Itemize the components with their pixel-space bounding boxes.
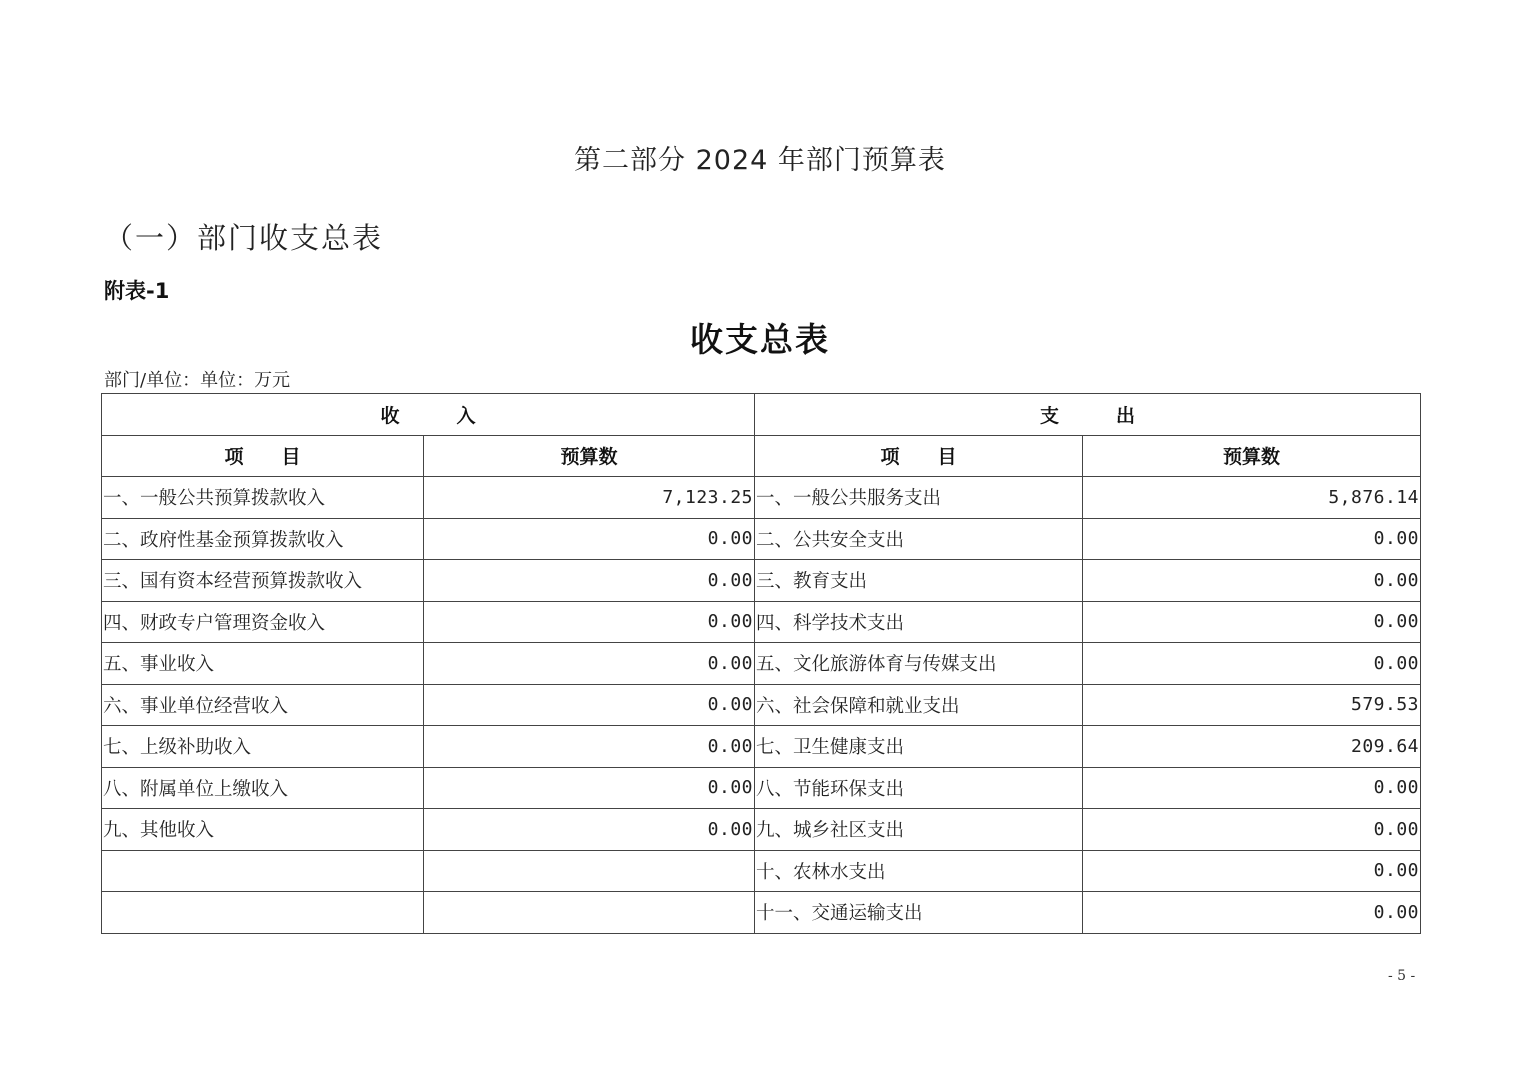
income-value-cell xyxy=(424,892,755,934)
expense-value-cell: 0.00 xyxy=(1083,518,1421,560)
expense-value-cell: 5,876.14 xyxy=(1083,477,1421,519)
income-item-cell: 三、国有资本经营预算拨款收入 xyxy=(102,560,424,602)
expense-item-cell: 三、教育支出 xyxy=(755,560,1083,602)
expense-value-cell: 0.00 xyxy=(1083,601,1421,643)
expense-item-cell: 二、公共安全支出 xyxy=(755,518,1083,560)
expense-value-cell: 0.00 xyxy=(1083,892,1421,934)
expense-item-cell: 十、农林水支出 xyxy=(755,850,1083,892)
income-item-cell: 二、政府性基金预算拨款收入 xyxy=(102,518,424,560)
expense-value-cell: 0.00 xyxy=(1083,809,1421,851)
table-column-header-row xyxy=(102,435,1421,477)
income-item-cell xyxy=(102,850,424,892)
budget-summary-table xyxy=(101,393,1421,934)
part-title: 第二部分 2024 年部门预算表 xyxy=(574,145,946,176)
income-value-cell: 7,123.25 xyxy=(424,477,755,519)
income-item-cell: 四、财政专户管理资金收入 xyxy=(102,601,424,643)
expense-item-cell: 四、科学技术支出 xyxy=(755,601,1083,643)
income-item-cell: 五、事业收入 xyxy=(102,643,424,685)
income-item-column-header: 项 目 xyxy=(102,435,424,477)
table-title: 收支总表 xyxy=(690,320,830,359)
income-value-cell: 0.00 xyxy=(424,518,755,560)
table-row xyxy=(102,850,1421,892)
income-value-cell: 0.00 xyxy=(424,601,755,643)
income-value-cell: 0.00 xyxy=(424,560,755,602)
table-row xyxy=(102,560,1421,602)
expense-group-header: 支 出 xyxy=(755,394,1421,436)
income-item-cell: 七、上级补助收入 xyxy=(102,726,424,768)
income-budget-column-header: 预算数 xyxy=(424,435,755,477)
expense-item-column-header: 项 目 xyxy=(755,435,1083,477)
expense-value-cell: 209.64 xyxy=(1083,726,1421,768)
income-group-header: 收 入 xyxy=(102,394,755,436)
expense-item-cell: 五、文化旅游体育与传媒支出 xyxy=(755,643,1083,685)
table-row xyxy=(102,477,1421,519)
expense-item-cell: 十一、交通运输支出 xyxy=(755,892,1083,934)
table-row xyxy=(102,726,1421,768)
table-row xyxy=(102,809,1421,851)
expense-budget-column-header: 预算数 xyxy=(1083,435,1421,477)
page-number: - 5 - xyxy=(1388,968,1416,984)
income-value-cell: 0.00 xyxy=(424,643,755,685)
table-row xyxy=(102,767,1421,809)
expense-item-cell: 九、城乡社区支出 xyxy=(755,809,1083,851)
income-item-cell xyxy=(102,892,424,934)
income-value-cell: 0.00 xyxy=(424,809,755,851)
table-row xyxy=(102,892,1421,934)
income-item-cell: 一、一般公共预算拨款收入 xyxy=(102,477,424,519)
unit-label: 部门/单位：单位：万元 xyxy=(104,370,291,391)
table-row xyxy=(102,601,1421,643)
income-value-cell xyxy=(424,850,755,892)
table-group-header-row xyxy=(102,394,1421,436)
expense-item-cell: 一、一般公共服务支出 xyxy=(755,477,1083,519)
expense-value-cell: 0.00 xyxy=(1083,850,1421,892)
expense-item-cell: 六、社会保障和就业支出 xyxy=(755,684,1083,726)
income-value-cell: 0.00 xyxy=(424,726,755,768)
income-item-cell: 九、其他收入 xyxy=(102,809,424,851)
expense-value-cell: 0.00 xyxy=(1083,643,1421,685)
income-item-cell: 六、事业单位经营收入 xyxy=(102,684,424,726)
expense-item-cell: 八、节能环保支出 xyxy=(755,767,1083,809)
expense-value-cell: 579.53 xyxy=(1083,684,1421,726)
expense-value-cell: 0.00 xyxy=(1083,767,1421,809)
section-title: （一）部门收支总表 xyxy=(104,221,384,255)
table-row xyxy=(102,518,1421,560)
appendix-label: 附表-1 xyxy=(104,279,170,303)
income-item-cell: 八、附属单位上缴收入 xyxy=(102,767,424,809)
expense-item-cell: 七、卫生健康支出 xyxy=(755,726,1083,768)
income-value-cell: 0.00 xyxy=(424,684,755,726)
income-value-cell: 0.00 xyxy=(424,767,755,809)
table-row xyxy=(102,684,1421,726)
table-row xyxy=(102,643,1421,685)
expense-value-cell: 0.00 xyxy=(1083,560,1421,602)
